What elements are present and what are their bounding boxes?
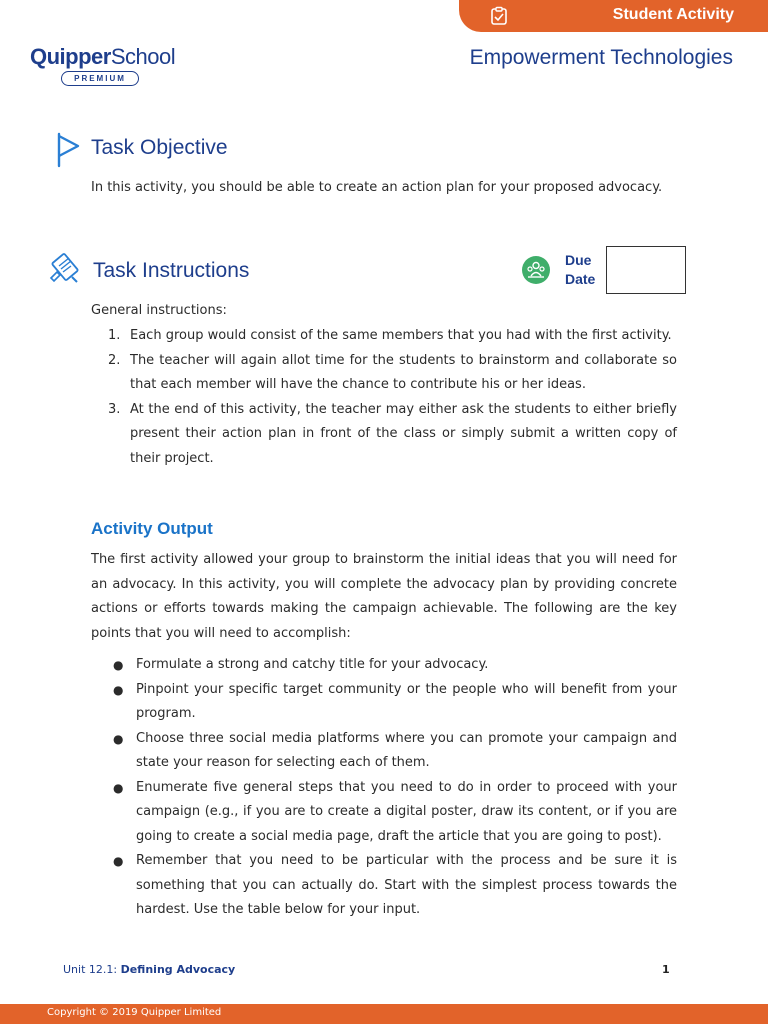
key-points-list	[91, 653, 677, 923]
activity-output-title: Activity Output	[91, 519, 213, 538]
activity-output-intro: The first activity allowed your group to brainstorm the initial ideas that you will need for an advocacy. In this activity, you will complete the advocacy plan by providing concrete actions or efforts towards making the campaign achievable. The following are the key points that you will need to accomplish:	[91, 552, 677, 641]
bullet: ●	[113, 780, 124, 795]
due-date-field[interactable]	[606, 246, 686, 294]
bullet: ●	[113, 658, 124, 672]
instruction-number: 1.	[108, 328, 121, 343]
subject-title: Empowerment Technologies	[469, 46, 733, 69]
instructions-list	[91, 324, 677, 471]
task-instructions-title: Task Instructions	[93, 259, 250, 282]
due-date-label	[565, 251, 595, 289]
copyright-text: Copyright © 2019 Quipper Limited	[47, 1007, 222, 1018]
bullet: ●	[113, 854, 124, 868]
bullet: ●	[113, 682, 124, 697]
instruction-number: 2.	[108, 352, 121, 368]
due-label-line2: Date	[565, 271, 596, 287]
instruction-text: The teacher will again allot time for the students to brainstorm and collaborate so that each member will have the chance to contribute his or her ideas.	[130, 352, 677, 392]
list-item-text: Remember that you need to be particular with the process and be sure it is something that you can actually do. Start with the simplest process towards the hardest. Use the table below for your input.	[136, 853, 677, 917]
task-objective-text: In this activity, you should be able to create an action plan for your proposed advocacy.	[91, 180, 663, 195]
logo-text-quipper: Quipper	[30, 44, 111, 69]
due-label-line1: Due	[565, 252, 592, 268]
bullet: ●	[113, 731, 124, 746]
instruction-item	[91, 349, 677, 398]
list-item	[91, 727, 677, 776]
unit-prefix: Unit 12.1:	[63, 963, 118, 976]
list-item-text: Enumerate five general steps that you need to do in order to proceed with your campaign (e.g., if you are to create a digital poster, draw its content, or if you are going to create a social media page, draft the article that you are going to post).	[136, 779, 677, 844]
general-instructions-label: General instructions:	[91, 303, 227, 318]
instruction-text: At the end of this activity, the teacher may either ask the students to either briefly present their action plan in front of the class or simply submit a written copy of their project.	[130, 401, 677, 466]
page-number: 1	[662, 963, 670, 976]
list-item-text: Choose three social media platforms where you can promote your campaign and state your reason for selecting each of them.	[136, 730, 677, 770]
instruction-item	[91, 398, 677, 472]
flag-icon	[54, 132, 82, 168]
instruction-text: Each group would consist of the same members that you had with the first activity.	[130, 328, 672, 343]
student-activity-tab	[459, 0, 768, 32]
clipboard-check-icon	[489, 6, 509, 26]
list-item	[91, 776, 677, 850]
list-item-text: Formulate a strong and catchy title for your advocacy.	[136, 657, 489, 672]
task-objective-title: Task Objective	[91, 136, 228, 159]
copyright-bar	[0, 1004, 768, 1024]
student-activity-label: Student Activity	[612, 6, 734, 23]
premium-badge: PREMIUM	[61, 71, 139, 86]
document-tools-icon	[48, 251, 82, 285]
instruction-item	[91, 324, 677, 349]
list-item-text: Pinpoint your specific target community or the people who will benefit from your program.	[136, 681, 677, 721]
list-item	[91, 653, 677, 678]
logo-text-school: School	[110, 44, 176, 69]
instruction-number: 3.	[108, 401, 121, 417]
quipper-school-logo	[30, 44, 175, 90]
group-icon	[522, 256, 550, 284]
list-item	[91, 849, 677, 923]
footer-unit	[63, 963, 235, 976]
unit-title: Defining Advocacy	[120, 963, 236, 976]
list-item	[91, 678, 677, 727]
